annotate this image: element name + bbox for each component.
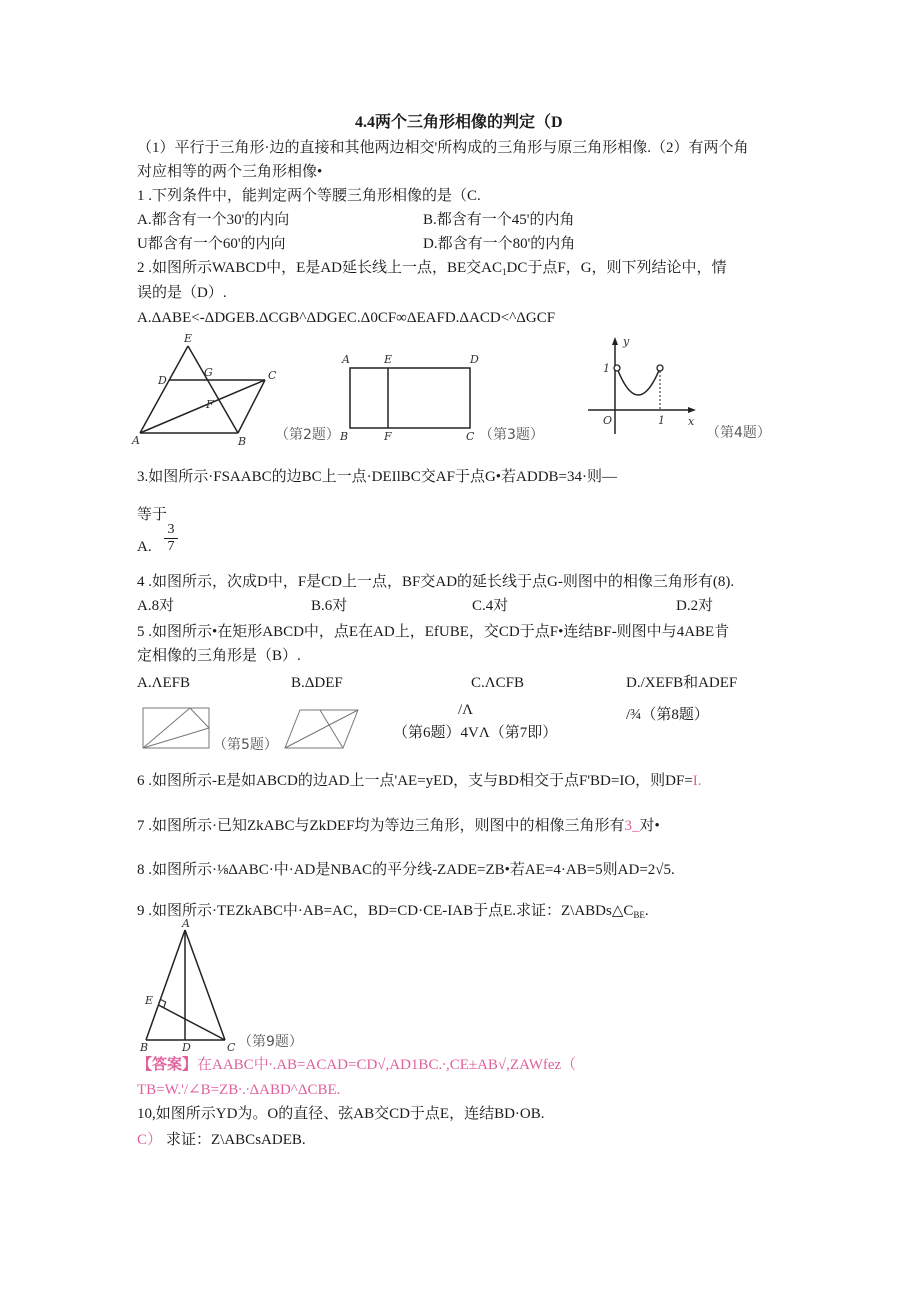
segment-ae (140, 346, 188, 433)
page-title: 4.4两个三角形相像的判定（D (355, 114, 563, 131)
segment-ef (190, 708, 209, 728)
point-label-d: D (470, 353, 479, 366)
q10-part-marker: C） (137, 1132, 163, 1148)
figure-5-rectangle (138, 703, 214, 753)
fraction-denominator: 7 (167, 539, 175, 554)
rectangle-abcd (350, 368, 470, 428)
q4-option-a: A.8对 (137, 598, 175, 614)
open-endpoint-left (614, 365, 620, 371)
origin-label: O (603, 414, 613, 427)
q9-stem: 9 .如图所示·TEZkABC中·AB=AC，BD=CD·CE-IAB于点E.求证：Z\ABDs△C (137, 903, 634, 919)
figure-2-parallelogram (132, 332, 282, 448)
q1-stem: 1 .下列条件中，能判定两个等腰三角形相像的是（C. (137, 188, 481, 204)
point-label-c: C (268, 369, 277, 382)
q7-stem-end: 对• (639, 818, 660, 834)
q5-stem-line-2: 定相像的三角形是（B）. (137, 648, 301, 664)
q10-stem: 10,如图所示YD为。O的直径、弦AB交CD于点E，连结BD·OB. (137, 1106, 545, 1122)
q5-stem-line-1: 5 .如图所示•在矩形ABCD中，点E在AD上，EfUBE，交CD于点F•连结BF-则图中与4ABE肯 (137, 624, 730, 640)
open-endpoint-right (657, 365, 663, 371)
figure-9-caption: （第9题） (238, 1034, 303, 1050)
point-label-e: E (145, 994, 154, 1007)
y-axis-label: y (623, 335, 630, 348)
q4-option-d: D.2对 (676, 598, 714, 614)
fraction-numerator: 3 (164, 522, 178, 539)
q7-line (137, 816, 660, 836)
q9-answer-line-1 (137, 1055, 576, 1075)
q2-stem-part-1: 2 .如图所示WABCD中，E是AD延长线上一点，BE交AC (137, 260, 503, 276)
point-label-f: F (384, 430, 392, 443)
x-axis-arrow (688, 407, 696, 413)
q8-stem: 8 .如图所示·⅛ΔABC·中·AD是NBAC的平分线-ZADE=ZB•若AE=4·AB=5则AD=2√5. (137, 862, 675, 878)
segment-eb (188, 346, 238, 433)
point-label-e: E (384, 353, 393, 366)
figure-7-mark: /Λ (458, 702, 474, 718)
intro-line-1: （1）平行于三角形·边的直接和其他两边相交'所构成的三角形与原三角形相像.（2）有两个角 (137, 140, 749, 156)
diagonal-bd (285, 710, 358, 748)
segment-bc (238, 380, 265, 433)
q9-answer-line-2: TB=W.'/∠B=ZB∙.∙ΔABD^ΔCBE. (137, 1082, 341, 1098)
q9-stem-end: . (644, 903, 649, 919)
rectangle-outline (143, 708, 209, 748)
q5-option-c: C.ΛCFB (471, 675, 524, 691)
segment-be (143, 708, 190, 748)
q5-option-a: A.ΛEFB (137, 675, 190, 691)
q2-stem-line-2: 误的是（D）. (137, 285, 227, 301)
point-label-a: A (342, 353, 350, 366)
intro-line-2: 对应相等的两个三角形相像• (137, 164, 323, 180)
q2-stem-line-1 (137, 258, 727, 278)
q3-option-a-label: A. (137, 539, 152, 555)
q6-stem: 6 .如图所示-E是如ABCD的边AD上一点'AE=yED，支与BD相交于点F'BD=IO，则DF= (137, 773, 693, 789)
answer-tag: 【答案】 (137, 1057, 198, 1073)
point-label-b: B (340, 430, 349, 443)
q7-answer: 3_ (624, 818, 640, 834)
point-label-f: F (206, 398, 214, 411)
x-tick-label: 1 (658, 414, 665, 427)
q4-stem: 4 .如图所示，次成D中，F是CD上一点，BF交AD的延长线于点G-则图中的相像三角形有(8). (137, 574, 735, 590)
segment-ab (146, 930, 185, 1040)
point-label-g: G (204, 366, 213, 379)
segment-bf (143, 728, 209, 748)
figure-4-caption: （第4题） (706, 425, 771, 441)
figure-6-parallelogram (280, 703, 362, 753)
point-label-b: B (140, 1041, 149, 1054)
figure-8-caption: /¾（第8题） (626, 707, 709, 723)
q9-stem-subscript: BE (633, 910, 645, 920)
q2-options: A.ΔABE<-ΔDGEB.ΔCGB^ΔDGEC.Δ0CF∞ΔEAFD.ΔACD<^ΔGCF (137, 310, 556, 326)
segment-ac (140, 380, 265, 433)
q2-stem-part-2: DC于点F，G，则下列结论中，情 (506, 260, 727, 276)
point-label-a: A (132, 434, 140, 447)
q1-option-a: A.都含有一个30'的内向 (137, 212, 290, 228)
point-label-d: D (182, 1041, 191, 1054)
function-curve (617, 368, 660, 395)
figure-6-7-caption: （第6题）4VΛ（第7即） (393, 725, 558, 741)
figure-2-caption: （第2题） (275, 427, 340, 443)
q6-answer: I. (692, 773, 702, 789)
point-label-a: A (182, 917, 190, 930)
q5-option-b: B.ΔDEF (291, 675, 343, 691)
figure-3-caption: （第3题） (479, 427, 544, 443)
figure-9-triangle (135, 918, 235, 1054)
q1-option-b: B.都含有一个45'的内角 (423, 212, 575, 228)
figure-3-rectangle (336, 350, 486, 442)
q2-stem-subscript: 1 (502, 267, 507, 277)
figure-5-caption: （第5题） (213, 737, 278, 753)
point-label-e: E (184, 332, 193, 345)
y-axis-arrow (612, 337, 618, 345)
q3-stem: 3.如图所示·FSAABC的边BC上一点·DEIlBC交AF于点G•若ADDB=34·则— (137, 469, 617, 485)
point-label-b: B (238, 435, 247, 448)
x-axis-label: x (688, 415, 695, 428)
point-label-c: C (466, 430, 475, 443)
point-label-c: C (227, 1041, 236, 1054)
segment-ce (158, 1005, 225, 1040)
q3-option-a-fraction (164, 522, 178, 555)
q10-part-text: 求证：Z\ABCsADEB. (166, 1132, 306, 1148)
figure-4-graph (588, 334, 700, 434)
q6-line (137, 771, 702, 791)
segment-ec (320, 710, 343, 748)
q4-option-b: B.6对 (311, 598, 348, 614)
q7-stem: 7 .如图所示·已知ZkABC与ZkDEF均为等边三角形，则图中的相像三角形有 (137, 818, 625, 834)
q5-option-d: D./XEFB和ADEF (626, 675, 738, 691)
q3-stem-continued: 等于 (137, 507, 168, 523)
segment-ac (185, 930, 225, 1040)
q9-answer-text-1: 在AABC中∙.AB=ACAD=CD√,AD1BC.∙,CE±AB√,ZAWfez（ (197, 1057, 577, 1073)
point-label-d: D (158, 374, 167, 387)
q10-part-1 (137, 1130, 306, 1150)
q1-option-d: D.都含有一个80'的内角 (423, 236, 576, 252)
q4-option-c: C.4对 (472, 598, 509, 614)
q1-option-c: U都含有一个60'的内向 (137, 236, 286, 252)
y-tick-label: 1 (603, 362, 610, 375)
